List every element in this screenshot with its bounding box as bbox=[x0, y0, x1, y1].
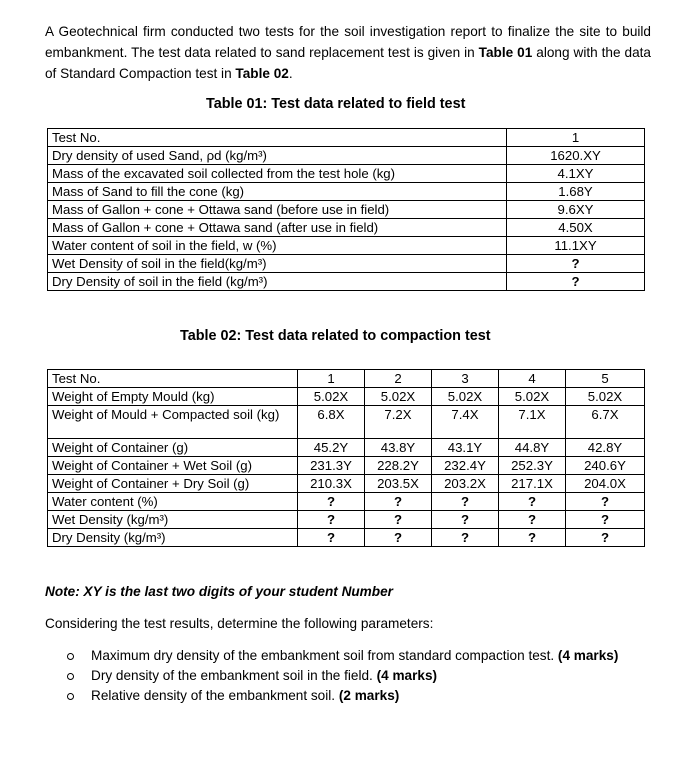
circle-bullet-icon bbox=[67, 653, 74, 660]
cell-test-2: 228.2Y bbox=[365, 457, 432, 475]
row-value: 1 bbox=[507, 129, 645, 147]
row-label: Weight of Container + Wet Soil (g) bbox=[48, 457, 298, 475]
cell-test-2: ? bbox=[365, 511, 432, 529]
cell-test-3: 43.1Y bbox=[432, 439, 499, 457]
task-text: Relative density of the embankment soil. bbox=[91, 688, 339, 703]
table-row bbox=[48, 475, 645, 493]
cell-test-2: 2 bbox=[365, 370, 432, 388]
table01-title: Table 01: Test data related to field test bbox=[206, 96, 466, 112]
cell-test-1: ? bbox=[298, 511, 365, 529]
cell-test-1: 210.3X bbox=[298, 475, 365, 493]
cell-test-4: 5.02X bbox=[499, 388, 566, 406]
cell-test-2: 5.02X bbox=[365, 388, 432, 406]
table-row bbox=[48, 273, 645, 291]
task-marks: (4 marks) bbox=[557, 648, 619, 663]
table-row bbox=[48, 370, 645, 388]
table-row bbox=[48, 201, 645, 219]
field-test-table bbox=[47, 128, 645, 291]
table-row bbox=[48, 511, 645, 529]
cell-test-1: 231.3Y bbox=[298, 457, 365, 475]
cell-test-5: 240.6Y bbox=[566, 457, 645, 475]
table-row bbox=[48, 388, 645, 406]
cell-test-3: 3 bbox=[432, 370, 499, 388]
row-value: 4.1XY bbox=[507, 165, 645, 183]
cell-test-4: 252.3Y bbox=[499, 457, 566, 475]
row-label: Water content of soil in the field, w (%) bbox=[48, 237, 507, 255]
row-label: Dry Density of soil in the field (kg/m³) bbox=[48, 273, 507, 291]
circle-bullet-icon bbox=[67, 673, 74, 680]
cell-test-4: ? bbox=[499, 529, 566, 547]
row-value: 1620.XY bbox=[507, 147, 645, 165]
cell-test-4: 4 bbox=[499, 370, 566, 388]
table-row bbox=[48, 183, 645, 201]
circle-bullet-icon bbox=[67, 693, 74, 700]
intro-text-2: along with the data of Standard Compaction test in bbox=[45, 45, 651, 81]
row-label: Weight of Mould + Compacted soil (kg) bbox=[48, 406, 298, 439]
cell-test-5: ? bbox=[566, 529, 645, 547]
row-label: Weight of Empty Mould (kg) bbox=[48, 388, 298, 406]
cell-test-3: 5.02X bbox=[432, 388, 499, 406]
row-label: Weight of Container + Dry Soil (g) bbox=[48, 475, 298, 493]
row-label: Mass of Gallon + cone + Ottawa sand (after use in field) bbox=[48, 219, 507, 237]
cell-test-1: 1 bbox=[298, 370, 365, 388]
cell-test-5: 42.8Y bbox=[566, 439, 645, 457]
row-label: Test No. bbox=[48, 129, 507, 147]
row-label: Dry Density (kg/m³) bbox=[48, 529, 298, 547]
row-label: Mass of the excavated soil collected from the test hole (kg) bbox=[48, 165, 507, 183]
table-row bbox=[48, 237, 645, 255]
instructions-text: Considering the test results, determine the following parameters: bbox=[45, 616, 434, 631]
list-item bbox=[67, 646, 649, 666]
row-label: Weight of Container (g) bbox=[48, 439, 298, 457]
cell-test-2: 43.8Y bbox=[365, 439, 432, 457]
cell-test-5: 6.7X bbox=[566, 406, 645, 439]
row-value: ? bbox=[507, 255, 645, 273]
task-marks: (2 marks) bbox=[338, 688, 400, 703]
cell-test-1: 6.8X bbox=[298, 406, 365, 439]
cell-test-4: 7.1X bbox=[499, 406, 566, 439]
row-label: Water content (%) bbox=[48, 493, 298, 511]
cell-test-5: ? bbox=[566, 511, 645, 529]
table-row bbox=[48, 255, 645, 273]
cell-test-3: 7.4X bbox=[432, 406, 499, 439]
row-label: Mass of Gallon + cone + Ottawa sand (before use in field) bbox=[48, 201, 507, 219]
cell-test-5: 5.02X bbox=[566, 388, 645, 406]
intro-paragraph bbox=[45, 21, 651, 84]
table01-reference: Table 01 bbox=[478, 45, 533, 60]
cell-test-4: 44.8Y bbox=[499, 439, 566, 457]
table-row bbox=[48, 529, 645, 547]
table02-title: Table 02: Test data related to compaction test bbox=[180, 328, 491, 344]
task-list bbox=[67, 646, 649, 706]
row-label: Wet Density of soil in the field(kg/m³) bbox=[48, 255, 507, 273]
cell-test-3: ? bbox=[432, 529, 499, 547]
row-value: 9.6XY bbox=[507, 201, 645, 219]
cell-test-1: 5.02X bbox=[298, 388, 365, 406]
cell-test-1: ? bbox=[298, 529, 365, 547]
table-row bbox=[48, 457, 645, 475]
student-number-note: Note: XY is the last two digits of your student Number bbox=[45, 584, 393, 599]
task-text: Dry density of the embankment soil in the field. bbox=[91, 668, 377, 683]
row-label: Test No. bbox=[48, 370, 298, 388]
table-row bbox=[48, 406, 645, 439]
cell-test-3: 203.2X bbox=[432, 475, 499, 493]
list-item bbox=[67, 686, 649, 706]
cell-test-5: 204.0X bbox=[566, 475, 645, 493]
row-value: 4.50X bbox=[507, 219, 645, 237]
row-value: ? bbox=[507, 273, 645, 291]
cell-test-3: ? bbox=[432, 511, 499, 529]
table-row bbox=[48, 147, 645, 165]
row-value: 11.1XY bbox=[507, 237, 645, 255]
table-row bbox=[48, 129, 645, 147]
cell-test-2: 7.2X bbox=[365, 406, 432, 439]
cell-test-4: 217.1X bbox=[499, 475, 566, 493]
cell-test-1: ? bbox=[298, 493, 365, 511]
table-row bbox=[48, 219, 645, 237]
cell-test-4: ? bbox=[499, 493, 566, 511]
intro-text-1: A Geotechnical firm conducted two tests for the soil investigation report to finalize the site to build embankment. The test data related to sand replacement test is given in bbox=[45, 24, 651, 60]
cell-test-5: 5 bbox=[566, 370, 645, 388]
cell-test-2: ? bbox=[365, 493, 432, 511]
task-text: Maximum dry density of the embankment soil from standard compaction test. bbox=[91, 648, 558, 663]
row-value: 1.68Y bbox=[507, 183, 645, 201]
cell-test-4: ? bbox=[499, 511, 566, 529]
table02-reference: Table 02 bbox=[235, 66, 289, 81]
row-label: Mass of Sand to fill the cone (kg) bbox=[48, 183, 507, 201]
cell-test-1: 45.2Y bbox=[298, 439, 365, 457]
intro-text-3: . bbox=[288, 66, 293, 81]
cell-test-3: 232.4Y bbox=[432, 457, 499, 475]
row-label: Dry density of used Sand, ρd (kg/m³) bbox=[48, 147, 507, 165]
table-row bbox=[48, 165, 645, 183]
row-label: Wet Density (kg/m³) bbox=[48, 511, 298, 529]
list-item bbox=[67, 666, 649, 686]
task-marks: (4 marks) bbox=[376, 668, 438, 683]
table-row bbox=[48, 439, 645, 457]
cell-test-5: ? bbox=[566, 493, 645, 511]
table-row bbox=[48, 493, 645, 511]
cell-test-3: ? bbox=[432, 493, 499, 511]
compaction-test-table bbox=[47, 369, 645, 547]
cell-test-2: ? bbox=[365, 529, 432, 547]
cell-test-2: 203.5X bbox=[365, 475, 432, 493]
